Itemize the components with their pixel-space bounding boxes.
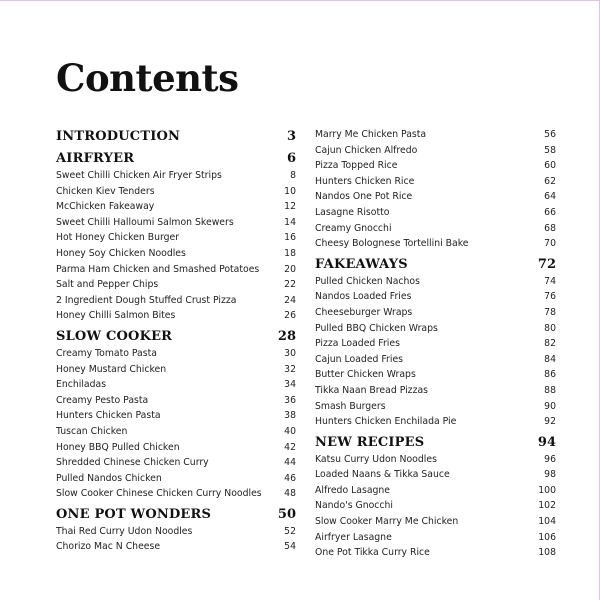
contents-entry[interactable]	[56, 277, 296, 293]
contents-entry[interactable]	[315, 399, 556, 415]
contents-entry[interactable]	[315, 414, 556, 430]
entry-page-number: 100	[538, 484, 556, 496]
contents-entry[interactable]	[315, 143, 556, 159]
entry-title: Alfredo Lasagne	[315, 484, 391, 496]
entry-title: Chicken Kiev Tenders	[56, 185, 155, 197]
entry-title: Chorizo Mac N Cheese	[56, 541, 161, 553]
entry-page-number: 66	[544, 206, 556, 218]
entry-title: Pulled Nandos Chicken	[56, 472, 162, 484]
entry-title: Hot Honey Chicken Burger	[56, 232, 180, 244]
entry-page-number: 32	[284, 363, 296, 375]
section-page-number: 72	[537, 256, 556, 272]
contents-entry[interactable]	[315, 545, 556, 561]
entry-page-number: 82	[544, 338, 556, 350]
section-title: ONE POT WONDERS	[56, 506, 212, 522]
contents-entry[interactable]	[315, 158, 556, 174]
contents-entry[interactable]	[56, 230, 296, 246]
contents-entry[interactable]	[315, 221, 556, 237]
contents-column-left	[56, 127, 296, 555]
contents-entry[interactable]	[315, 530, 556, 546]
section-title: FAKEAWAYS	[315, 256, 408, 272]
entry-page-number: 64	[544, 191, 556, 203]
entry-page-number: 90	[544, 400, 556, 412]
contents-entry[interactable]	[56, 308, 296, 324]
contents-entry[interactable]	[56, 215, 296, 231]
section-page-number: 28	[277, 328, 296, 344]
contents-entry[interactable]	[56, 377, 296, 393]
entry-page-number: 98	[544, 469, 556, 481]
section-heading-fakeaways[interactable]	[315, 255, 556, 274]
entry-title: Honey Soy Chicken Noodles	[56, 247, 186, 259]
entry-page-number: 62	[544, 175, 556, 187]
contents-entry[interactable]	[56, 346, 296, 362]
entry-page-number: 84	[544, 353, 556, 365]
entry-title: Tikka Naan Bread Pizzas	[315, 384, 428, 396]
entry-page-number: 54	[284, 541, 296, 553]
page-title: Contents	[56, 56, 239, 100]
entry-title: Pizza Topped Rice	[315, 160, 398, 172]
section-heading-airfryer[interactable]	[56, 149, 296, 168]
entry-page-number: 68	[544, 222, 556, 234]
entry-page-number: 12	[284, 201, 296, 213]
contents-entry[interactable]	[56, 424, 296, 440]
entry-title: Cheesy Bolognese Tortellini Bake	[315, 238, 469, 250]
section-title: NEW RECIPES	[315, 434, 425, 450]
entry-page-number: 86	[544, 369, 556, 381]
entry-title: Butter Chicken Wraps	[315, 369, 416, 381]
entry-page-number: 60	[544, 160, 556, 172]
section-title: INTRODUCTION	[56, 129, 181, 144]
entry-title: Creamy Pesto Pasta	[56, 394, 149, 406]
contents-entry[interactable]	[56, 471, 296, 487]
section-page-number: 94	[537, 434, 556, 450]
entry-page-number: 106	[538, 531, 556, 543]
contents-entry[interactable]	[56, 408, 296, 424]
entry-page-number: 92	[544, 416, 556, 428]
contents-entry[interactable]	[56, 293, 296, 309]
entry-page-number: 102	[538, 500, 556, 512]
entry-title: Cajun Chicken Alfredo	[315, 144, 418, 156]
entry-page-number: 14	[284, 216, 296, 228]
contents-entry[interactable]	[315, 452, 556, 468]
entry-page-number: 88	[544, 384, 556, 396]
contents-entry[interactable]	[315, 321, 556, 337]
entry-title: Pulled BBQ Chicken Wraps	[315, 322, 438, 334]
entry-title: Hunters Chicken Rice	[315, 175, 415, 187]
contents-entry[interactable]	[315, 336, 556, 352]
entry-title: Airfryer Lasagne	[315, 531, 392, 543]
entry-title: Shredded Chinese Chicken Curry	[56, 457, 209, 469]
entry-title: Honey Mustard Chicken	[56, 363, 167, 375]
entry-page-number: 26	[284, 310, 296, 322]
entry-page-number: 80	[544, 322, 556, 334]
contents-entry[interactable]	[315, 367, 556, 383]
contents-entry[interactable]	[315, 467, 556, 483]
contents-entry[interactable]	[315, 383, 556, 399]
contents-entry[interactable]	[56, 246, 296, 262]
entry-page-number: 76	[544, 291, 556, 303]
entry-title: Nandos Loaded Fries	[315, 291, 412, 303]
entry-title: Honey Chilli Salmon Bites	[56, 310, 176, 322]
entry-title: Enchiladas	[56, 379, 107, 391]
contents-entry[interactable]	[56, 455, 296, 471]
entry-page-number: 24	[284, 294, 296, 306]
entry-title: Smash Burgers	[315, 400, 386, 412]
entry-title: 2 Ingredient Dough Stuffed Crust Pizza	[56, 294, 237, 306]
contents-column-right	[315, 127, 556, 561]
entry-page-number: 38	[284, 410, 296, 422]
entry-title: Tuscan Chicken	[56, 425, 128, 437]
entry-page-number: 96	[544, 453, 556, 465]
entry-page-number: 36	[284, 394, 296, 406]
entry-page-number: 18	[284, 247, 296, 259]
contents-entry[interactable]	[56, 539, 296, 555]
contents-entry[interactable]	[56, 184, 296, 200]
contents-entry[interactable]	[56, 393, 296, 409]
contents-entry[interactable]	[315, 205, 556, 221]
entry-title: Honey BBQ Pulled Chicken	[56, 441, 180, 453]
entry-title: Cajun Loaded Fries	[315, 353, 404, 365]
entry-title: One Pot Tikka Curry Rice	[315, 547, 430, 559]
entry-page-number: 46	[284, 472, 296, 484]
section-heading-one-pot-wonders[interactable]	[56, 505, 296, 524]
page-edge-top	[0, 0, 600, 1]
entry-title: Nando's Gnocchi	[315, 500, 393, 512]
contents-entry[interactable]	[315, 305, 556, 321]
entry-title: Lasagne Risotto	[315, 206, 390, 218]
contents-entry[interactable]	[315, 236, 556, 252]
entry-title: Thai Red Curry Udon Noodles	[56, 525, 193, 537]
entry-title: Cheeseburger Wraps	[315, 306, 413, 318]
entry-title: Slow Cooker Marry Me Chicken	[315, 516, 459, 528]
contents-entry[interactable]	[56, 262, 296, 278]
section-page-number: 6	[286, 151, 296, 166]
entry-title: Creamy Tomato Pasta	[56, 347, 157, 359]
entry-page-number: 30	[284, 347, 296, 359]
entry-title: Salt and Pepper Chips	[56, 279, 159, 291]
entry-page-number: 48	[284, 488, 296, 500]
entry-title: Creamy Gnocchi	[315, 222, 392, 234]
entry-title: Pulled Chicken Nachos	[315, 275, 420, 287]
contents-entry[interactable]	[315, 274, 556, 290]
entry-title: Katsu Curry Udon Noodles	[315, 453, 437, 465]
entry-page-number: 52	[284, 525, 296, 537]
contents-entry[interactable]	[315, 514, 556, 530]
entry-page-number: 74	[544, 275, 556, 287]
entry-title: Sweet Chilli Halloumi Salmon Skewers	[56, 216, 234, 228]
contents-entry[interactable]	[56, 362, 296, 378]
entry-page-number: 104	[538, 516, 556, 528]
entry-page-number: 56	[544, 129, 556, 140]
contents-entry[interactable]	[56, 440, 296, 456]
entry-page-number: 78	[544, 306, 556, 318]
contents-entry[interactable]	[315, 483, 556, 499]
entry-title: Parma Ham Chicken and Smashed Potatoes	[56, 263, 260, 275]
contents-entry[interactable]	[315, 174, 556, 190]
section-heading-slow-cooker[interactable]	[56, 327, 296, 346]
entry-page-number: 58	[544, 144, 556, 156]
entry-page-number: 40	[284, 425, 296, 437]
section-heading-new-recipes[interactable]	[315, 433, 556, 452]
entry-title: McChicken Fakeaway	[56, 201, 155, 213]
entry-title: Hunters Chicken Pasta	[56, 410, 161, 422]
section-page-number: 3	[286, 129, 296, 144]
entry-page-number: 16	[284, 232, 296, 244]
entry-title: Loaded Naans & Tikka Sauce	[315, 469, 450, 481]
entry-page-number: 34	[284, 379, 296, 391]
section-title: AIRFRYER	[56, 151, 135, 166]
entry-page-number: 42	[284, 441, 296, 453]
entry-title: Pizza Loaded Fries	[315, 338, 400, 350]
contents-entry[interactable]	[315, 189, 556, 205]
entry-page-number: 70	[544, 238, 556, 250]
entry-page-number: 22	[284, 279, 296, 291]
contents-entry[interactable]	[56, 524, 296, 540]
contents-entry[interactable]	[315, 127, 556, 143]
contents-entry[interactable]	[56, 168, 296, 184]
entry-title: Nandos One Pot Rice	[315, 191, 413, 203]
contents-entry[interactable]	[315, 289, 556, 305]
contents-entry[interactable]	[56, 486, 296, 502]
entry-page-number: 20	[284, 263, 296, 275]
section-title: SLOW COOKER	[56, 328, 173, 344]
contents-entry[interactable]	[315, 498, 556, 514]
contents-entry[interactable]	[315, 352, 556, 368]
entry-page-number: 8	[290, 170, 296, 181]
entry-page-number: 44	[284, 457, 296, 469]
section-page-number: 50	[277, 506, 296, 522]
section-heading-introduction[interactable]	[56, 127, 296, 146]
entry-title: Marry Me Chicken Pasta	[315, 129, 427, 140]
entry-title: Slow Cooker Chinese Chicken Curry Noodles	[56, 488, 262, 500]
entry-page-number: 10	[284, 185, 296, 197]
entry-title: Hunters Chicken Enchilada Pie	[315, 416, 457, 428]
entry-title: Sweet Chilli Chicken Air Fryer Strips	[56, 170, 222, 181]
entry-page-number: 108	[538, 547, 556, 559]
contents-entry[interactable]	[56, 199, 296, 215]
